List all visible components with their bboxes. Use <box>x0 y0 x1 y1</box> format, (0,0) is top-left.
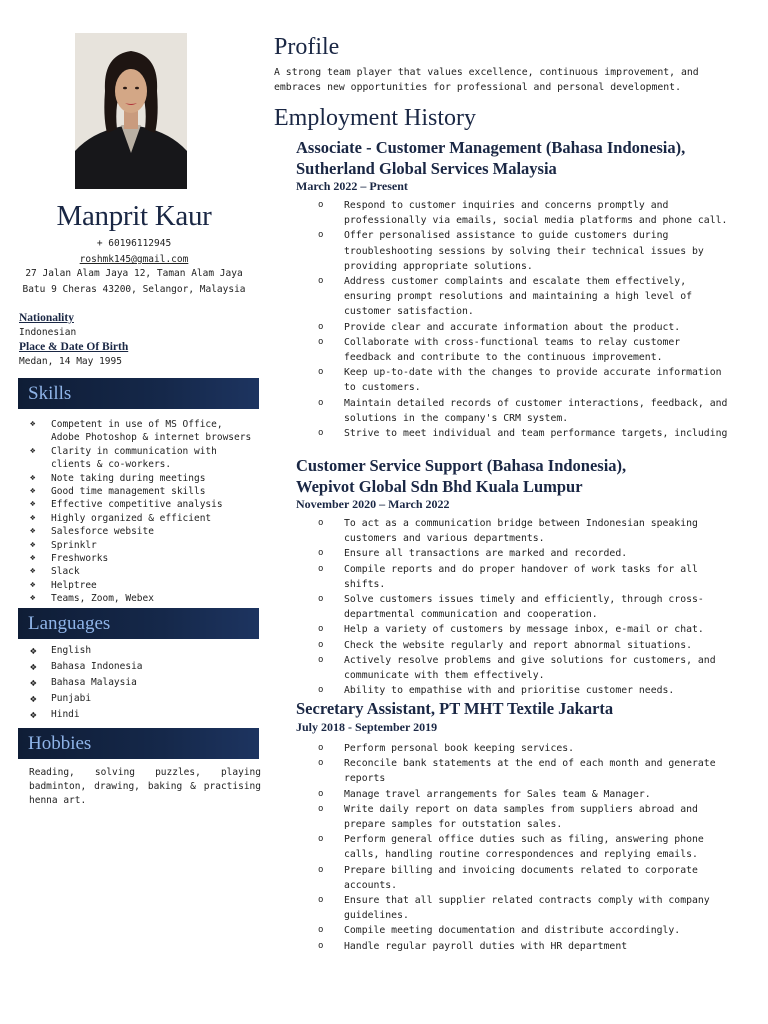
diamond-bullet-icon: ❖ <box>30 512 36 523</box>
skills-heading: Skills <box>18 378 259 409</box>
address-line-1: 27 Jalan Alam Jaya 12, Taman Alam Jaya <box>25 268 243 279</box>
list-item: o Provide clear and accurate information about the product. <box>318 320 730 335</box>
diamond-bullet-icon: ❖ <box>30 419 36 429</box>
list-item: o Ensure that all supplier related contracts comply with company guidelines. <box>318 895 710 922</box>
skills-list <box>30 418 251 606</box>
circle-bullet-icon: o <box>318 428 324 439</box>
employment-heading: Employment History <box>274 105 476 131</box>
list-item: o Write daily report on data samples from suppliers abroad and prepare samples for outstation sales. <box>318 803 698 831</box>
job-bullets <box>318 198 730 442</box>
portrait-image <box>75 33 187 189</box>
language-item: ❖ Bahasa Malaysia <box>30 676 137 689</box>
diamond-bullet-icon: ❖ <box>30 472 36 483</box>
skill-item: ❖ Good time management skills <box>30 486 206 498</box>
circle-bullet-icon: o <box>318 834 324 845</box>
list-item: o To act as a communication bridge between Indonesian speaking customers and various departments. <box>318 518 698 545</box>
circle-bullet-icon: o <box>318 624 324 635</box>
diamond-bullet-icon: ❖ <box>30 660 37 673</box>
list-item: o Prepare billing and invoicing documents related to corporate accounts. <box>318 864 698 891</box>
list-item: o Address customer complaints and escalate them effectively, ensuring prompt resolutions and maintaining a high level of customer satisfaction. <box>318 276 692 318</box>
circle-bullet-icon: o <box>318 594 324 605</box>
circle-bullet-icon: o <box>318 397 324 408</box>
list-item: o Perform general office duties such as filing, answering phone calls, handling routine correspondences and replying emails. <box>318 834 704 861</box>
job-bullets <box>318 741 730 954</box>
circle-bullet-icon: o <box>318 367 324 378</box>
circle-bullet-icon: o <box>318 200 324 210</box>
job-dates: March 2022 – Present <box>296 179 408 193</box>
hobbies-heading: Hobbies <box>18 728 259 759</box>
skill-item: ❖ Note taking during meetings <box>30 472 206 484</box>
list-item: o Respond to customer inquiries and concerns promptly and professionally via emails, social media platforms and phone call. <box>318 200 728 227</box>
list-item: o Maintain detailed records of customer interactions, feedback, and solutions in the company's CRM system. <box>318 397 728 424</box>
diamond-bullet-icon: ❖ <box>30 445 36 456</box>
circle-bullet-icon: o <box>318 743 324 753</box>
diamond-bullet-icon: ❖ <box>30 499 36 510</box>
circle-bullet-icon: o <box>318 925 324 936</box>
phone-number: + 60196112945 <box>96 238 172 249</box>
candidate-name: Manprit Kaur <box>56 200 212 232</box>
skill-item: ❖ Slack <box>30 566 80 578</box>
circle-bullet-icon: o <box>318 230 324 241</box>
circle-bullet-icon: o <box>318 895 324 906</box>
profile-photo <box>75 33 187 189</box>
list-item: o Handle regular payroll duties with HR department <box>318 939 730 954</box>
email-link[interactable]: roshmk145@gmail.com <box>79 254 189 265</box>
circle-bullet-icon: o <box>318 321 324 332</box>
job-dates: July 2018 - September 2019 <box>296 720 438 734</box>
circle-bullet-icon: o <box>318 654 324 665</box>
skill-item: ❖ Helptree <box>30 579 97 591</box>
skill-item: ❖ Clarity in communication with <box>30 445 217 457</box>
list-item: o Collaborate with cross-functional teams to relay customer feedback and contribute to the continuous improvement. <box>318 336 681 364</box>
job-title: Customer Service Support (Bahasa Indonesia), Wepivot Global Sdn Bhd Kuala Lumpur <box>296 456 627 496</box>
address-line-2: Batu 9 Cheras 43200, Selangor, Malaysia <box>22 284 246 295</box>
language-item: ❖ Bahasa Indonesia <box>30 660 143 673</box>
circle-bullet-icon: o <box>318 518 324 528</box>
list-item: o Solve customers issues timely and efficiently, through cross-departmental communication and cooperation. <box>318 594 704 621</box>
diamond-bullet-icon: ❖ <box>30 692 37 705</box>
skill-item: ❖ Sprinklr <box>30 539 97 551</box>
profile-heading: Profile <box>274 34 340 60</box>
diamond-bullet-icon: ❖ <box>30 676 37 689</box>
list-item: o Keep up-to-date with the changes to provide accurate information to customers. <box>318 367 722 394</box>
diamond-bullet-icon: ❖ <box>30 644 37 657</box>
skill-item: ❖ Competent in use of MS Office, <box>30 419 223 430</box>
job-dates: November 2020 – March 2022 <box>296 497 450 511</box>
list-item: o Reconcile bank statements at the end of each month and generate reports <box>318 758 716 785</box>
birth-value: Medan, 14 May 1995 <box>19 356 122 367</box>
circle-bullet-icon: o <box>318 864 324 875</box>
birth-label: Place & Date Of Birth <box>19 341 129 353</box>
list-item: o Perform personal book keeping services. <box>318 741 730 756</box>
job-title: Associate - Customer Management (Bahasa Indonesia), Sutherland Global Services Malaysia <box>296 138 686 178</box>
list-item: o Compile meeting documentation and distribute accordingly. <box>318 923 730 938</box>
job-bullets <box>318 516 730 698</box>
list-item: o Ability to empathise with and prioritise customer needs. <box>318 683 730 698</box>
skill-item: ❖ Teams, Zoom, Webex <box>30 593 154 605</box>
language-item: ❖ Punjabi <box>30 692 92 705</box>
circle-bullet-icon: o <box>318 788 324 799</box>
diamond-bullet-icon: ❖ <box>30 579 36 590</box>
list-item: o Actively resolve problems and give solutions for customers, and communicate with them effectively. <box>318 654 716 682</box>
nationality-label: Nationality <box>19 312 74 324</box>
nationality-value: Indonesian <box>19 327 77 338</box>
circle-bullet-icon: o <box>318 803 324 814</box>
list-item: o Help a variety of customers by message inbox, e-mail or chat. <box>318 622 730 637</box>
job-title: Secretary Assistant, PT MHT Textile Jakarta <box>296 699 614 718</box>
language-item: ❖ English <box>30 644 92 657</box>
diamond-bullet-icon: ❖ <box>30 486 36 497</box>
left-column <box>0 0 268 1024</box>
skill-item: clients & co-workers. <box>51 459 172 471</box>
list-item: o Strive to meet individual and team performance targets, including <box>318 426 730 441</box>
language-item: ❖ Hindi <box>30 708 80 721</box>
list-item: o Ensure all transactions are marked and recorded. <box>318 546 730 561</box>
right-column <box>268 0 768 1024</box>
languages-list <box>30 643 143 723</box>
list-item: o Check the website regularly and report abnormal situations. <box>318 638 730 653</box>
diamond-bullet-icon: ❖ <box>30 566 36 577</box>
languages-heading: Languages <box>18 608 259 639</box>
circle-bullet-icon: o <box>318 940 324 951</box>
skill-item: Adobe Photoshop & internet browsers <box>51 432 252 444</box>
circle-bullet-icon: o <box>318 563 324 574</box>
list-item: o Offer personalised assistance to guide customers during troubleshooting sessions by solving their technical issues by providing appropriate solutions. <box>318 230 704 272</box>
skill-item: ❖ Salesforce website <box>30 526 154 538</box>
skill-item: ❖ Highly organized & efficient <box>30 512 212 524</box>
circle-bullet-icon: o <box>318 685 324 696</box>
circle-bullet-icon: o <box>318 336 324 347</box>
diamond-bullet-icon: ❖ <box>30 708 37 721</box>
hobbies-text: Reading, solving puzzles, playing badminton, drawing, baking & practising henna art. <box>29 767 261 806</box>
list-item: o Compile reports and do proper handover of work tasks for all shifts. <box>318 563 698 590</box>
circle-bullet-icon: o <box>318 758 324 769</box>
skill-item: ❖ Effective competitive analysis <box>30 499 223 511</box>
profile-text: A strong team player that values excellence, continuous improvement, and embraces new opportunities for professional and personal development. <box>274 67 699 93</box>
list-item: o Manage travel arrangements for Sales team & Manager. <box>318 787 730 802</box>
diamond-bullet-icon: ❖ <box>30 526 36 537</box>
circle-bullet-icon: o <box>318 276 324 287</box>
circle-bullet-icon: o <box>318 639 324 650</box>
skill-item: ❖ Freshworks <box>30 553 109 565</box>
circle-bullet-icon: o <box>318 548 324 559</box>
diamond-bullet-icon: ❖ <box>30 539 36 550</box>
diamond-bullet-icon: ❖ <box>30 553 36 564</box>
diamond-bullet-icon: ❖ <box>30 593 36 604</box>
